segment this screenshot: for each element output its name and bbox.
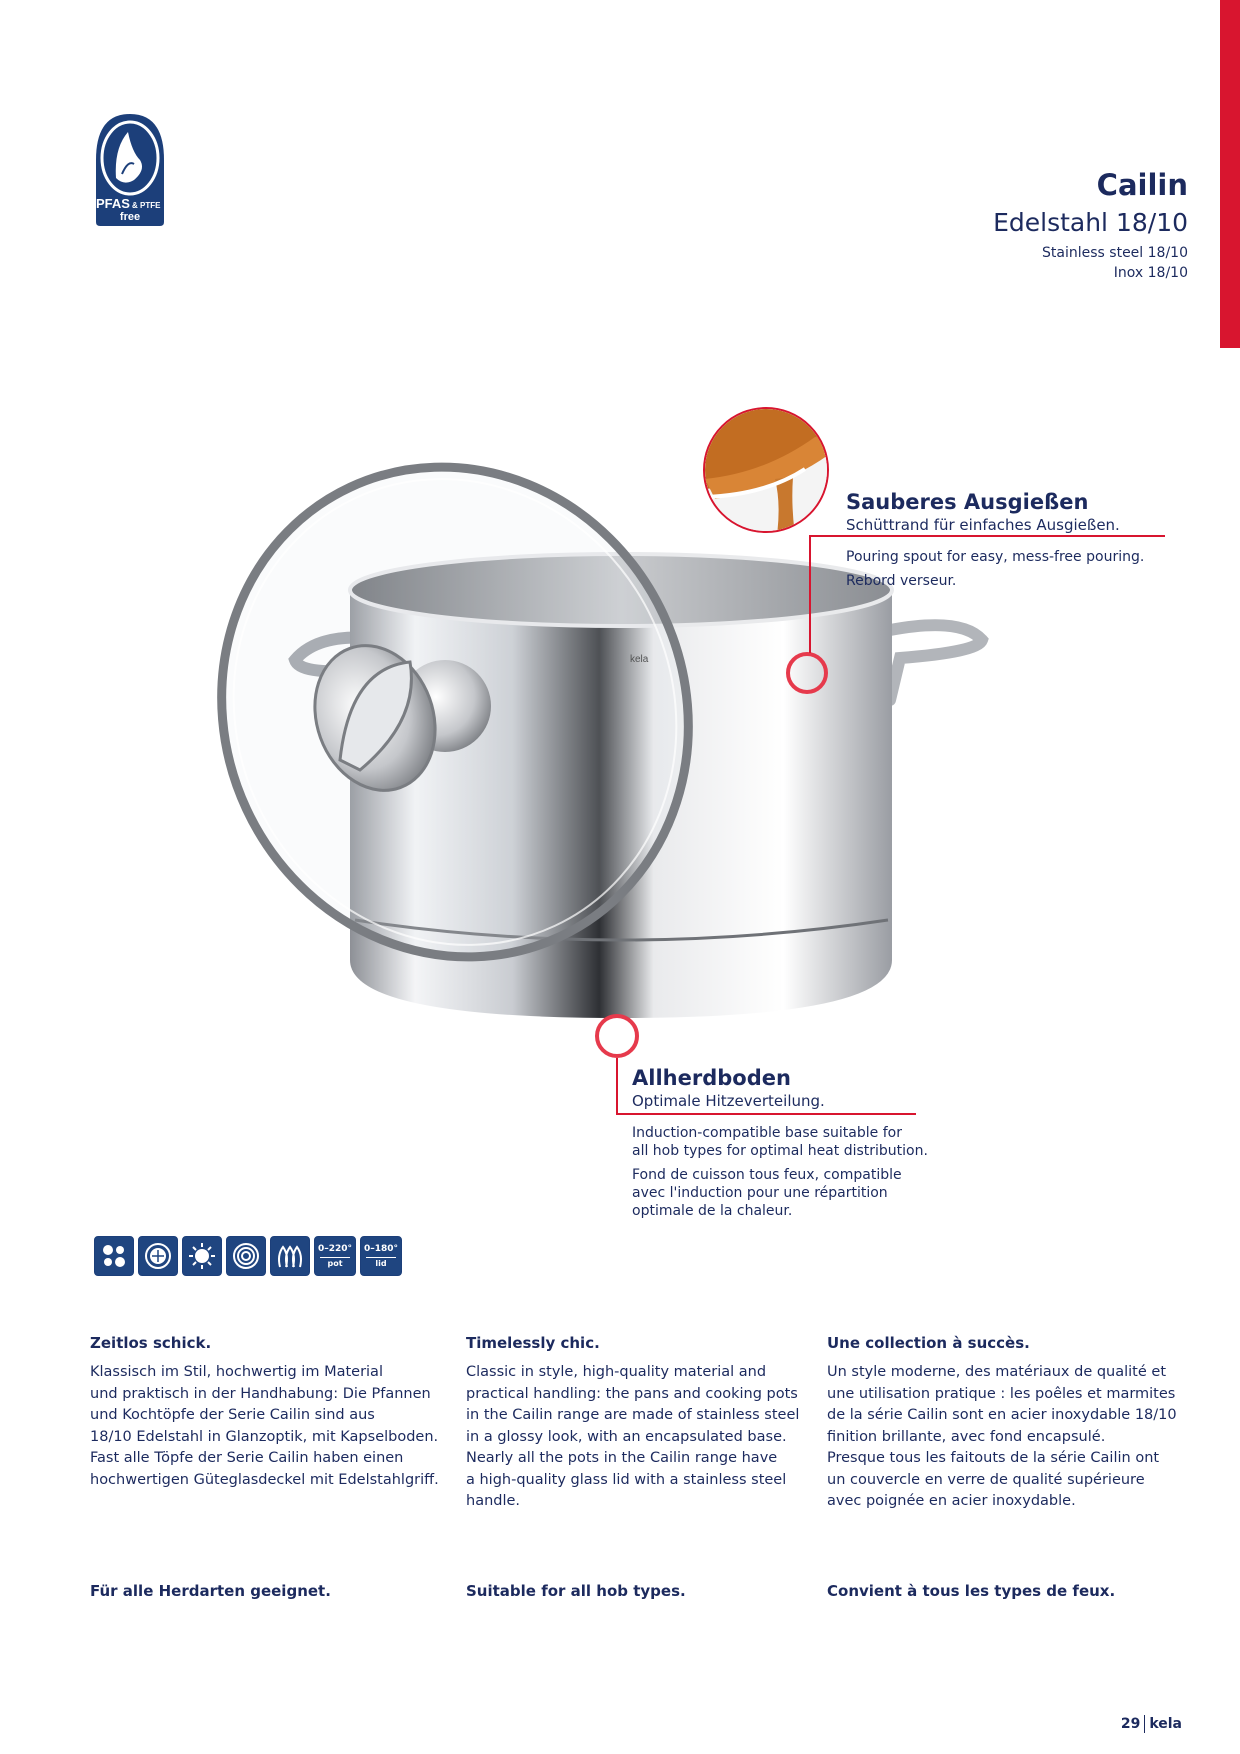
column-de: [90, 1334, 440, 1491]
halogen-hob-icon: [270, 1236, 310, 1276]
feature-pour: [846, 490, 1186, 590]
product-title: Cailin: [1096, 168, 1188, 202]
ceramic-hob-icon: [182, 1236, 222, 1276]
product-subtitle: Edelstahl 18/10: [993, 208, 1188, 237]
column-en-footer: Suitable for all hob types.: [466, 1582, 686, 1600]
title-block: [993, 168, 1188, 283]
lid-temp-label: 0–180°: [363, 1244, 399, 1254]
column-en: [466, 1334, 816, 1513]
gas-hob-icon: [94, 1236, 134, 1276]
column-fr-heading: Une collection à succès.: [827, 1334, 1030, 1352]
column-fr-footer: Convient à tous les types de feux.: [827, 1582, 1116, 1600]
feature-pour-title: Sauberes Ausgießen: [846, 490, 1089, 514]
pot-label: pot: [327, 1259, 343, 1268]
pouring-detail-image: [703, 407, 829, 533]
feature-pour-en: Pouring spout for easy, mess-free pouring.: [846, 549, 1145, 565]
feature-base-fr: Fond de cuisson tous feux, compatible avec l'induction pour une répartition optimale de la chaleur.: [632, 1167, 902, 1219]
feature-base-en: Induction-compatible base suitable for all hob types for optimal heat distribution.: [632, 1125, 928, 1159]
column-de-footer: Für alle Herdarten geeignet.: [90, 1582, 331, 1600]
column-fr-text: Un style moderne, des matériaux de qualité et une utilisation pratique : les poêles et marmites de la série Cailin sont en acier inoxydable 18/10 finition brillante, avec fond encapsulé. Presque tous les faitouts de la série Cailin ont un couvercle en verre de qualité supérieure avec poignée en acier inoxydable.: [827, 1364, 1177, 1509]
lid-oven-safe-icon: [360, 1236, 402, 1276]
pfas-free-badge: [88, 108, 172, 230]
column-fr: [827, 1334, 1177, 1513]
column-en-text: Classic in style, high-quality material and practical handling: the pans and cooking pots in the Cailin range are made of stainless steel in a glossy look, with an encapsulated base. Nearly all the pots in the Cailin range have a high-quality glass lid with a stainless steel handle.: [466, 1364, 800, 1509]
column-en-heading: Timelessly chic.: [466, 1334, 600, 1352]
subtitle-fr: Inox 18/10: [1113, 265, 1188, 281]
page-footer: [1121, 1715, 1182, 1733]
induction-hob-icon: [226, 1236, 266, 1276]
feature-base: [632, 1066, 992, 1220]
page-accent-bar: [1220, 0, 1240, 348]
feature-base-sub: Optimale Hitzeverteilung.: [632, 1092, 825, 1110]
column-de-text: Klassisch im Stil, hochwertig im Material und praktisch in der Handhabung: Die Pfannen und Kochtöpfe der Serie Cailin sind aus 18/10 Edelstahl in Glanzoptik, mit Kapselboden. Fast alle Töpfe der Serie Cailin haben einen hochwertigen Güteglasdeckel mit Edelstahlgriff.: [90, 1364, 439, 1488]
pot-temp-label: 0–220°: [317, 1244, 353, 1254]
base-callout-line: [616, 1058, 618, 1114]
pot-oven-safe-icon: [314, 1236, 356, 1276]
badge-pfas: PFAS: [96, 196, 130, 211]
badge-ptfe: & PTFE: [132, 201, 161, 210]
feature-base-title: Allherdboden: [632, 1066, 791, 1090]
subtitle-en: Stainless steel 18/10: [1042, 245, 1188, 261]
feature-pour-sub: Schüttrand für einfaches Ausgießen.: [846, 516, 1120, 534]
footer-brand-logo: kela: [1149, 1716, 1182, 1732]
column-de-heading: Zeitlos schick.: [90, 1334, 212, 1352]
hob-icons-row: [94, 1236, 402, 1278]
lid-label: lid: [375, 1259, 387, 1268]
pour-marker-ring: [786, 652, 828, 694]
feature-pour-fr: Rebord verseur.: [846, 573, 957, 589]
badge-free: free: [119, 211, 141, 223]
electric-hob-icon: [138, 1236, 178, 1276]
footer-separator: [1144, 1715, 1145, 1733]
page-number: 29: [1120, 1716, 1141, 1732]
base-marker-ring: [595, 1014, 639, 1058]
pour-callout-line: [809, 535, 811, 653]
